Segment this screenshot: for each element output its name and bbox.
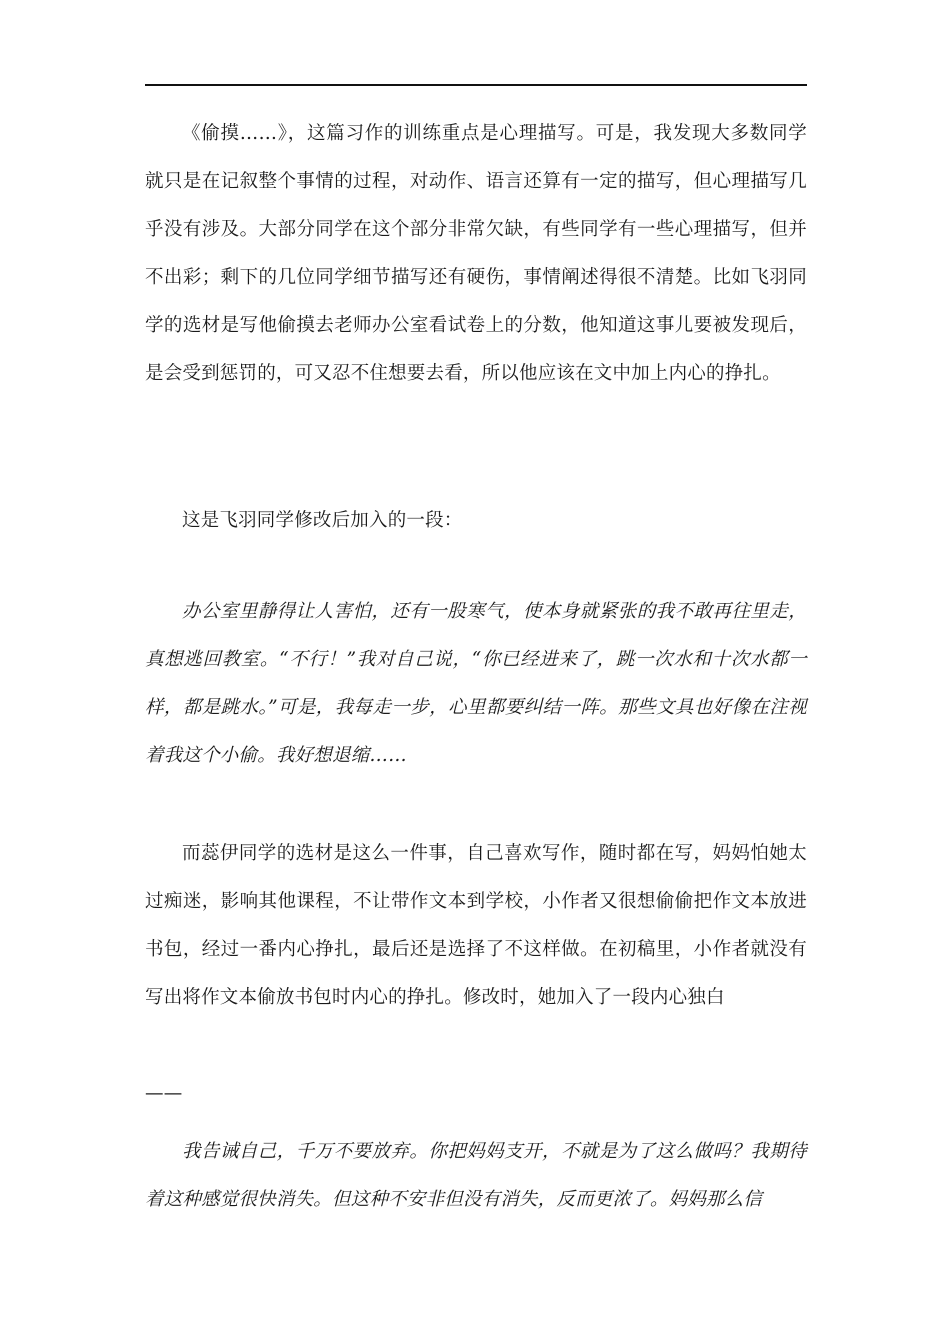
paragraph-ruiyi-excerpt: 我告诫自己，千万不要放弃。你把妈妈支开，不就是为了这么做吗？我期待着这种感觉很快消失。但这种不安非但没有消失，反而更浓了。妈妈那么信 xyxy=(145,1141,807,1210)
header-rule xyxy=(145,84,807,86)
paragraph-intro: 《偷摸……》，这篇习作的训练重点是心理描写。可是，我发现大多数同学就只是在记叙整个事情的过程，对动作、语言还算有一定的描写，但心理描写几乎没有涉及。大部分同学在这个部分非常欠缺，有些同学有一些心理描写，但并不出彩；剩下的几位同学细节描写还有硬伤，事情阐述得很不清楚。比如飞羽同学的选材是写他偷摸去老师办公室看试卷上的分数，他知道这事儿要被发现后，是会受到惩罚的，可又忍不住想要去看，所以他应该在文中加上内心的挣扎。 xyxy=(145,123,807,384)
paragraph-ruiyi-intro: 而蕊伊同学的选材是这么一件事，自己喜欢写作，随时都在写，妈妈怕她太过痴迷，影响其他课程，不让带作文本到学校，小作者又很想偷偷把作文本放进书包，经过一番内心挣扎，最后还是选择了不这样做。在初稿里，小作者就没有写出将作文本偷放书包时内心的挣扎。修改时，她加入了一段内心独白 xyxy=(145,843,807,1008)
paragraph-feiyu-intro: 这是飞羽同学修改后加入的一段： xyxy=(182,510,463,531)
paragraph-feiyu-excerpt: 办公室里静得让人害怕，还有一股寒气，使本身就紧张的我不敢再往里走，真想逃回教室。“不行！”我对自己说，“你已经进来了，跳一次水和十次水都一样，都是跳水。”可是，我每走一步，心里都要纠结一阵。那些文具也好像在注视着我这个小偷。我好想退缩…… xyxy=(145,601,807,766)
paragraph-dash: —— xyxy=(145,1083,183,1104)
